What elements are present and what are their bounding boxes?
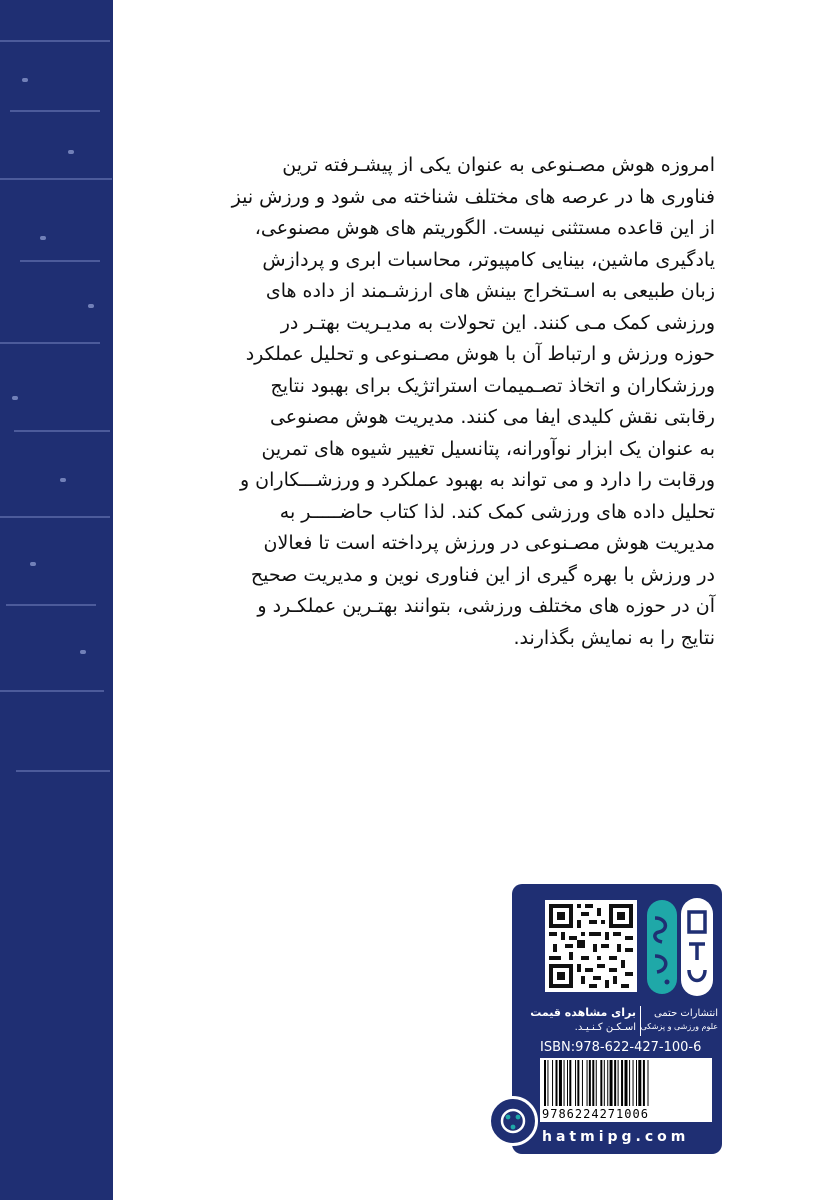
- qr-code-icon[interactable]: [545, 900, 637, 992]
- spine-streak: [0, 40, 110, 42]
- blurb-line: حوزه ورزش و ارتباط آن با هوش مصـنوعی و تحلیل عملکرد: [245, 343, 715, 365]
- spine-dot: [80, 650, 86, 654]
- blurb-line: به عنوان یک ابزار نوآورانه، پتانسیل تغییر شیوه های تمرین: [261, 437, 715, 460]
- spine-dot: [60, 478, 66, 482]
- spine-streak: [0, 516, 110, 518]
- blurb-line: مدیریت هوش مصـنوعی در ورزش پرداخته است تا فعالان: [263, 532, 715, 554]
- blurb-line: فناوری ها در عرصه های مختلف شناخته می شود و ورزش نیز: [231, 185, 715, 208]
- logo-white-bar: [681, 898, 713, 996]
- spine-streak: [6, 604, 96, 606]
- hatmi-logo-icon: [647, 898, 713, 996]
- app-circle-icon: [488, 1096, 538, 1146]
- publisher-box: [512, 884, 722, 1154]
- isbn-text: ISBN:978-622-427-100-6: [540, 1040, 702, 1055]
- blurb-line: تحلیل داده های ورزشی کمک کند. لذا کتاب حاضـــــر به: [279, 500, 715, 523]
- spine-streak: [14, 430, 110, 432]
- spine-streak: [16, 770, 110, 772]
- blurb-line: یادگیری ماشین، بینایی کامپیوتر، محاسبات ابری و پردازش: [262, 248, 715, 271]
- back-cover-spine: [0, 0, 113, 1200]
- publisher-subtitle: علوم ورزشی و پزشکی: [640, 1022, 718, 1031]
- spine-streak: [10, 110, 100, 112]
- blurb-line: زبان طبیعی به اسـتخراج بینش های ارزشـمند از داده های: [265, 280, 715, 302]
- spine-streak: [0, 690, 104, 692]
- spine-dot: [68, 150, 74, 154]
- blurb-line: از این قاعده مستثنی نیست. الگوریتم های هوش مصنوعی،: [254, 217, 715, 239]
- spine-streak: [20, 260, 100, 262]
- scan-instruction-text: اسـکـن کـنـیـد.: [574, 1022, 636, 1033]
- spine-dot: [88, 304, 94, 308]
- publisher-name: انتشارات حتمی: [653, 1008, 718, 1019]
- spine-dot: [22, 78, 28, 82]
- blurb-line: ورزشی کمک مـی کنند. این تحولات به مدیـریت بهتـر در: [280, 311, 715, 334]
- blurb-line: ورقابت را دارد و می تواند به بهبود عملکرد و ورزشـــکاران و: [239, 469, 715, 491]
- logo-teal-bar: [647, 900, 677, 994]
- blurb-line: امروزه هوش مصـنوعی به عنوان یکی از پیشـرفته ترین: [282, 154, 715, 176]
- blurb-line: نتایج را به نمایش بگذارند.: [513, 626, 715, 649]
- publisher-url[interactable]: hatmipg.com: [542, 1129, 690, 1145]
- spine-dot: [30, 562, 36, 566]
- blurb-line: رقابتی نقش کلیدی ایفا می کنند. مدیریت هوش مصنوعی: [269, 406, 715, 428]
- blurb-line: ورزشکاران و اتخاذ تصـمیمات استراتژیک برای بهبود نتایج: [270, 374, 715, 397]
- back-cover-blurb: [205, 150, 715, 654]
- spine-dot: [40, 236, 46, 240]
- ean-number: 9786224271006: [542, 1107, 710, 1121]
- scan-price-text: برای مشاهده قیمت: [530, 1006, 636, 1019]
- spine-streak: [0, 342, 100, 344]
- divider: [640, 1006, 641, 1036]
- blurb-line: در ورزش با بهره گیری از این فناوری نوین و مدیریت صحیح: [250, 563, 715, 586]
- blurb-line: آن در حوزه های مختلف ورزشی، بتوانند بهتـرین عملکـرد و: [257, 595, 715, 617]
- spine-dot: [12, 396, 18, 400]
- spine-streak: [0, 178, 112, 180]
